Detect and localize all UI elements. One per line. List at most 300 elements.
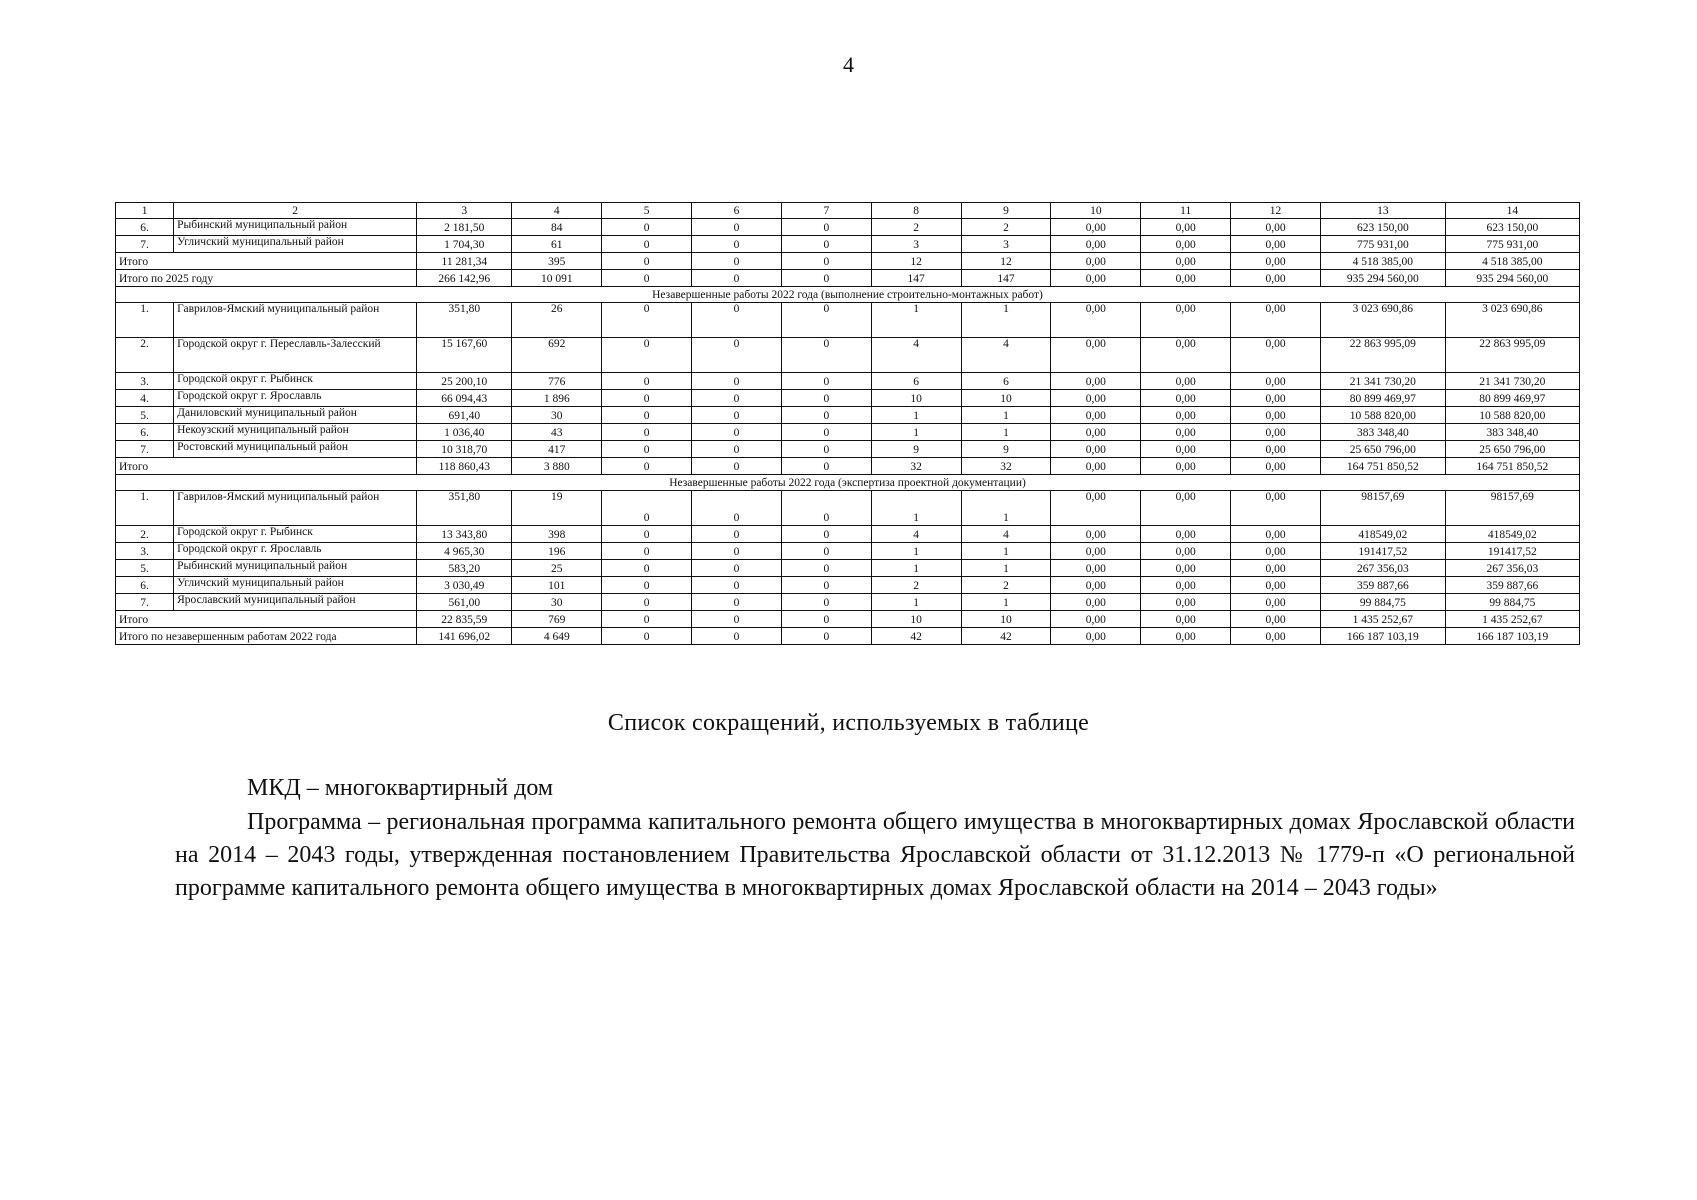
cell-value: 0 [781, 390, 871, 407]
abbreviation-item: Программа – региональная программа капитального ремонта общего имущества в многоквартирных домах Ярославской области на 2014 – 2043 годы, утвержденная постановлением Правительства Ярославской области от 31.12.2013 № 1779-п «О региональной программе капитального ремонта общего имущества в многоквартирных домах Ярославской области на 2014 – 2043 годы» [175, 809, 1575, 901]
cell-value: 2 [871, 219, 961, 236]
cell-value: 0,00 [1051, 628, 1141, 645]
municipality-name: Угличский муниципальный район [174, 577, 417, 594]
cell-value: 66 094,43 [417, 390, 512, 407]
cell-value: 0,00 [1231, 253, 1321, 270]
cell-value: 0 [692, 407, 782, 424]
cell-value: 196 [512, 543, 602, 560]
column-number: 13 [1320, 203, 1445, 219]
cell-value: 0 [692, 543, 782, 560]
cell-value: 2 [961, 577, 1051, 594]
cell-value: 0 [602, 338, 692, 373]
cell-value: 0 [602, 560, 692, 577]
cell-value: 0 [781, 543, 871, 560]
cell-value: 418549,02 [1445, 526, 1579, 543]
cell-value: 22 835,59 [417, 611, 512, 628]
municipality-name: Городской округ г. Ярославль [174, 390, 417, 407]
cell-value: 3 880 [512, 458, 602, 475]
cell-value: 0 [692, 628, 782, 645]
cell-value: 0,00 [1051, 219, 1141, 236]
data-table-wrap [115, 202, 1580, 645]
row-number: 2. [116, 526, 174, 543]
total-row [116, 628, 1580, 645]
cell-value: 32 [961, 458, 1051, 475]
cell-value: 0,00 [1141, 594, 1231, 611]
cell-value: 25 200,10 [417, 373, 512, 390]
cell-value: 0 [781, 594, 871, 611]
cell-value: 166 187 103,19 [1445, 628, 1579, 645]
cell-value: 0,00 [1141, 458, 1231, 475]
cell-value: 0,00 [1231, 491, 1321, 526]
municipality-name: Некоузский муниципальный район [174, 424, 417, 441]
cell-value: 0 [692, 303, 782, 338]
cell-value: 0,00 [1141, 270, 1231, 287]
table-row [116, 441, 1580, 458]
cell-value: 0 [692, 560, 782, 577]
row-number: 4. [116, 390, 174, 407]
cell-value: 0,00 [1231, 407, 1321, 424]
row-number: 1. [116, 491, 174, 526]
cell-value: 935 294 560,00 [1445, 270, 1579, 287]
cell-value: 561,00 [417, 594, 512, 611]
cell-value: 1 435 252,67 [1320, 611, 1445, 628]
cell-value: 0,00 [1141, 560, 1231, 577]
cell-value: 0,00 [1141, 491, 1231, 526]
total-row [116, 611, 1580, 628]
cell-value: 691,40 [417, 407, 512, 424]
cell-value: 0 [602, 270, 692, 287]
cell-value: 84 [512, 219, 602, 236]
cell-value: 0,00 [1051, 253, 1141, 270]
cell-value: 12 [871, 253, 961, 270]
cell-value: 0,00 [1141, 303, 1231, 338]
cell-value: 0,00 [1141, 390, 1231, 407]
cell-value: 398 [512, 526, 602, 543]
row-number: 3. [116, 373, 174, 390]
table-row [116, 424, 1580, 441]
cell-value: 0 [602, 407, 692, 424]
cell-value: 0 [692, 491, 782, 526]
cell-value: 0 [602, 303, 692, 338]
cell-value: 266 142,96 [417, 270, 512, 287]
cell-value: 0,00 [1051, 270, 1141, 287]
cell-value: 147 [871, 270, 961, 287]
cell-value: 0,00 [1051, 594, 1141, 611]
cell-value: 6 [871, 373, 961, 390]
cell-value: 0,00 [1051, 390, 1141, 407]
cell-value: 359 887,66 [1445, 577, 1579, 594]
cell-value: 0 [781, 219, 871, 236]
section-row [116, 287, 1580, 303]
cell-value: 0 [781, 338, 871, 373]
row-number: 6. [116, 219, 174, 236]
cell-value: 0 [602, 594, 692, 611]
cell-value: 26 [512, 303, 602, 338]
cell-value: 2 [961, 219, 1051, 236]
row-number: 3. [116, 543, 174, 560]
municipality-name: Рыбинский муниципальный район [174, 219, 417, 236]
cell-value: 10 [961, 390, 1051, 407]
table-row [116, 219, 1580, 236]
cell-value: 267 356,03 [1445, 560, 1579, 577]
abbreviations-title: Список сокращений, используемых в таблице [607, 710, 1090, 736]
cell-value: 935 294 560,00 [1320, 270, 1445, 287]
cell-value: 166 187 103,19 [1320, 628, 1445, 645]
cell-value: 0 [602, 491, 692, 526]
cell-value: 10 [871, 390, 961, 407]
cell-value: 0,00 [1141, 424, 1231, 441]
cell-value: 0,00 [1231, 543, 1321, 560]
cell-value: 351,80 [417, 303, 512, 338]
total-label: Итого по незавершенным работам 2022 года [116, 628, 417, 645]
cell-value: 25 650 796,00 [1445, 441, 1579, 458]
municipality-name: Гаврилов-Ямский муниципальный район [174, 491, 417, 526]
total-row [116, 458, 1580, 475]
cell-value: 0,00 [1231, 390, 1321, 407]
municipality-name: Гаврилов-Ямский муниципальный район [174, 303, 417, 338]
cell-value: 99 884,75 [1320, 594, 1445, 611]
cell-value: 21 341 730,20 [1320, 373, 1445, 390]
cell-value: 0 [602, 390, 692, 407]
row-number: 1. [116, 303, 174, 338]
cell-value: 1 [871, 491, 961, 526]
data-table [115, 202, 1580, 645]
cell-value: 775 931,00 [1320, 236, 1445, 253]
cell-value: 0 [781, 303, 871, 338]
cell-value: 0,00 [1141, 219, 1231, 236]
cell-value: 0 [602, 253, 692, 270]
cell-value: 0,00 [1231, 338, 1321, 373]
cell-value: 1 [961, 407, 1051, 424]
cell-value: 0 [602, 526, 692, 543]
cell-value: 0,00 [1051, 338, 1141, 373]
cell-value: 0 [781, 560, 871, 577]
row-number: 6. [116, 577, 174, 594]
cell-value: 1 435 252,67 [1445, 611, 1579, 628]
cell-value: 4 [961, 526, 1051, 543]
cell-value: 10 [961, 611, 1051, 628]
cell-value: 0 [692, 373, 782, 390]
cell-value: 1 [961, 560, 1051, 577]
cell-value: 1 [871, 560, 961, 577]
cell-value: 0,00 [1051, 236, 1141, 253]
cell-value: 417 [512, 441, 602, 458]
cell-value: 0 [602, 373, 692, 390]
cell-value: 1 036,40 [417, 424, 512, 441]
cell-value: 0,00 [1051, 526, 1141, 543]
cell-value: 0 [692, 236, 782, 253]
municipality-name: Даниловский муниципальный район [174, 407, 417, 424]
column-number: 11 [1141, 203, 1231, 219]
cell-value: 4 518 385,00 [1445, 253, 1579, 270]
row-number: 5. [116, 407, 174, 424]
cell-value: 164 751 850,52 [1320, 458, 1445, 475]
cell-value: 3 [961, 236, 1051, 253]
cell-value: 359 887,66 [1320, 577, 1445, 594]
cell-value: 1 [961, 543, 1051, 560]
cell-value: 0 [781, 373, 871, 390]
total-label: Итого [116, 611, 417, 628]
cell-value: 0,00 [1231, 594, 1321, 611]
cell-value: 351,80 [417, 491, 512, 526]
cell-value: 0,00 [1231, 628, 1321, 645]
cell-value: 4 965,30 [417, 543, 512, 560]
row-number: 7. [116, 236, 174, 253]
cell-value: 0,00 [1231, 219, 1321, 236]
row-number: 7. [116, 594, 174, 611]
cell-value: 191417,52 [1445, 543, 1579, 560]
cell-value: 6 [961, 373, 1051, 390]
section-row [116, 475, 1580, 491]
cell-value: 30 [512, 407, 602, 424]
cell-value: 0,00 [1141, 441, 1231, 458]
page-number: 4 [843, 52, 854, 77]
cell-value: 0 [781, 270, 871, 287]
cell-value: 2 181,50 [417, 219, 512, 236]
cell-value: 0,00 [1051, 303, 1141, 338]
table-row [116, 491, 1580, 526]
cell-value: 22 863 995,09 [1320, 338, 1445, 373]
cell-value: 0,00 [1051, 373, 1141, 390]
cell-value: 0 [602, 628, 692, 645]
column-number: 5 [602, 203, 692, 219]
cell-value: 0,00 [1231, 270, 1321, 287]
cell-value: 1 704,30 [417, 236, 512, 253]
cell-value: 775 931,00 [1445, 236, 1579, 253]
table-row [116, 577, 1580, 594]
table-row [116, 236, 1580, 253]
cell-value: 395 [512, 253, 602, 270]
cell-value: 0 [692, 577, 782, 594]
cell-value: 0 [692, 390, 782, 407]
cell-value: 0 [781, 491, 871, 526]
cell-value: 118 860,43 [417, 458, 512, 475]
table-row [116, 543, 1580, 560]
cell-value: 383 348,40 [1320, 424, 1445, 441]
cell-value: 0,00 [1231, 526, 1321, 543]
cell-value: 101 [512, 577, 602, 594]
cell-value: 0,00 [1141, 253, 1231, 270]
cell-value: 0,00 [1141, 628, 1231, 645]
cell-value: 0,00 [1051, 441, 1141, 458]
table-row [116, 338, 1580, 373]
cell-value: 43 [512, 424, 602, 441]
cell-value: 0,00 [1051, 611, 1141, 628]
cell-value: 1 [871, 424, 961, 441]
column-number: 9 [961, 203, 1051, 219]
cell-value: 0,00 [1051, 577, 1141, 594]
cell-value: 191417,52 [1320, 543, 1445, 560]
municipality-name: Городской округ г. Рыбинск [174, 373, 417, 390]
cell-value: 623 150,00 [1320, 219, 1445, 236]
cell-value: 1 896 [512, 390, 602, 407]
cell-value: 4 [871, 338, 961, 373]
table-body [116, 203, 1580, 645]
cell-value: 0,00 [1051, 424, 1141, 441]
cell-value: 10 588 820,00 [1445, 407, 1579, 424]
table-row [116, 407, 1580, 424]
column-number: 14 [1445, 203, 1579, 219]
column-number: 6 [692, 203, 782, 219]
cell-value: 42 [871, 628, 961, 645]
cell-value: 10 091 [512, 270, 602, 287]
abbreviations-list [175, 772, 1575, 905]
cell-value: 0,00 [1231, 303, 1321, 338]
cell-value: 9 [871, 441, 961, 458]
column-number: 2 [174, 203, 417, 219]
cell-value: 0 [781, 236, 871, 253]
cell-value: 0 [602, 219, 692, 236]
table-row [116, 303, 1580, 338]
cell-value: 1 [961, 594, 1051, 611]
cell-value: 25 650 796,00 [1320, 441, 1445, 458]
cell-value: 0 [602, 458, 692, 475]
cell-value: 0 [692, 424, 782, 441]
municipality-name: Ярославский муниципальный район [174, 594, 417, 611]
cell-value: 0,00 [1141, 407, 1231, 424]
municipality-name: Рыбинский муниципальный район [174, 560, 417, 577]
cell-value: 32 [871, 458, 961, 475]
cell-value: 19 [512, 491, 602, 526]
table-header-row [116, 203, 1580, 219]
cell-value: 25 [512, 560, 602, 577]
cell-value: 0 [602, 577, 692, 594]
cell-value: 0,00 [1141, 236, 1231, 253]
cell-value: 15 167,60 [417, 338, 512, 373]
cell-value: 0 [781, 577, 871, 594]
cell-value: 3 030,49 [417, 577, 512, 594]
column-number: 8 [871, 203, 961, 219]
cell-value: 776 [512, 373, 602, 390]
section-title: Незавершенные работы 2022 года (выполнение строительно-монтажных работ) [116, 287, 1580, 303]
cell-value: 0 [602, 611, 692, 628]
cell-value: 164 751 850,52 [1445, 458, 1579, 475]
cell-value: 0,00 [1051, 543, 1141, 560]
cell-value: 98157,69 [1320, 491, 1445, 526]
cell-value: 383 348,40 [1445, 424, 1579, 441]
cell-value: 0,00 [1141, 543, 1231, 560]
cell-value: 0,00 [1051, 458, 1141, 475]
cell-value: 418549,02 [1320, 526, 1445, 543]
column-number: 7 [781, 203, 871, 219]
municipality-name: Городской округ г. Ярославль [174, 543, 417, 560]
cell-value: 0,00 [1231, 560, 1321, 577]
cell-value: 4 [871, 526, 961, 543]
cell-value: 2 [871, 577, 961, 594]
cell-value: 692 [512, 338, 602, 373]
cell-value: 0,00 [1231, 458, 1321, 475]
cell-value: 0,00 [1231, 373, 1321, 390]
cell-value: 3 023 690,86 [1320, 303, 1445, 338]
cell-value: 623 150,00 [1445, 219, 1579, 236]
cell-value: 0 [602, 441, 692, 458]
cell-value: 0 [781, 253, 871, 270]
cell-value: 0,00 [1141, 611, 1231, 628]
cell-value: 141 696,02 [417, 628, 512, 645]
cell-value: 13 343,80 [417, 526, 512, 543]
cell-value: 4 [961, 338, 1051, 373]
column-number: 10 [1051, 203, 1141, 219]
cell-value: 99 884,75 [1445, 594, 1579, 611]
table-row [116, 390, 1580, 407]
cell-value: 0,00 [1231, 441, 1321, 458]
cell-value: 0 [692, 338, 782, 373]
cell-value: 0 [602, 424, 692, 441]
cell-value: 9 [961, 441, 1051, 458]
cell-value: 0 [781, 458, 871, 475]
municipality-name: Угличский муниципальный район [174, 236, 417, 253]
column-number: 4 [512, 203, 602, 219]
table-row [116, 594, 1580, 611]
cell-value: 11 281,34 [417, 253, 512, 270]
cell-value: 0,00 [1051, 560, 1141, 577]
cell-value: 0 [692, 253, 782, 270]
cell-value: 0 [781, 407, 871, 424]
cell-value: 583,20 [417, 560, 512, 577]
cell-value: 10 [871, 611, 961, 628]
municipality-name: Городской округ г. Рыбинск [174, 526, 417, 543]
cell-value: 0,00 [1231, 424, 1321, 441]
cell-value: 30 [512, 594, 602, 611]
cell-value: 3 [871, 236, 961, 253]
row-number: 5. [116, 560, 174, 577]
cell-value: 4 649 [512, 628, 602, 645]
cell-value: 0,00 [1141, 338, 1231, 373]
cell-value: 769 [512, 611, 602, 628]
cell-value: 267 356,03 [1320, 560, 1445, 577]
table-row [116, 560, 1580, 577]
cell-value: 10 318,70 [417, 441, 512, 458]
cell-value: 0,00 [1051, 491, 1141, 526]
cell-value: 1 [871, 407, 961, 424]
row-number: 6. [116, 424, 174, 441]
cell-value: 3 023 690,86 [1445, 303, 1579, 338]
row-number: 7. [116, 441, 174, 458]
cell-value: 0 [692, 458, 782, 475]
total-label: Итого [116, 253, 417, 270]
cell-value: 1 [961, 424, 1051, 441]
cell-value: 147 [961, 270, 1051, 287]
cell-value: 0 [692, 526, 782, 543]
cell-value: 80 899 469,97 [1320, 390, 1445, 407]
total-label: Итого [116, 458, 417, 475]
cell-value: 0 [692, 594, 782, 611]
municipality-name: Городской округ г. Переславль-Залесский [174, 338, 417, 373]
table-row [116, 526, 1580, 543]
cell-value: 80 899 469,97 [1445, 390, 1579, 407]
cell-value: 22 863 995,09 [1445, 338, 1579, 373]
row-number: 2. [116, 338, 174, 373]
cell-value: 1 [961, 491, 1051, 526]
cell-value: 0 [781, 611, 871, 628]
cell-value: 0 [781, 526, 871, 543]
cell-value: 0,00 [1141, 373, 1231, 390]
cell-value: 0 [781, 441, 871, 458]
column-number: 3 [417, 203, 512, 219]
cell-value: 0,00 [1051, 407, 1141, 424]
cell-value: 0,00 [1141, 577, 1231, 594]
cell-value: 42 [961, 628, 1051, 645]
cell-value: 12 [961, 253, 1051, 270]
total-row [116, 253, 1580, 270]
cell-value: 4 518 385,00 [1320, 253, 1445, 270]
cell-value: 0,00 [1231, 577, 1321, 594]
cell-value: 0 [781, 424, 871, 441]
total-label: Итого по 2025 году [116, 270, 417, 287]
cell-value: 98157,69 [1445, 491, 1579, 526]
cell-value: 1 [871, 543, 961, 560]
cell-value: 1 [871, 303, 961, 338]
